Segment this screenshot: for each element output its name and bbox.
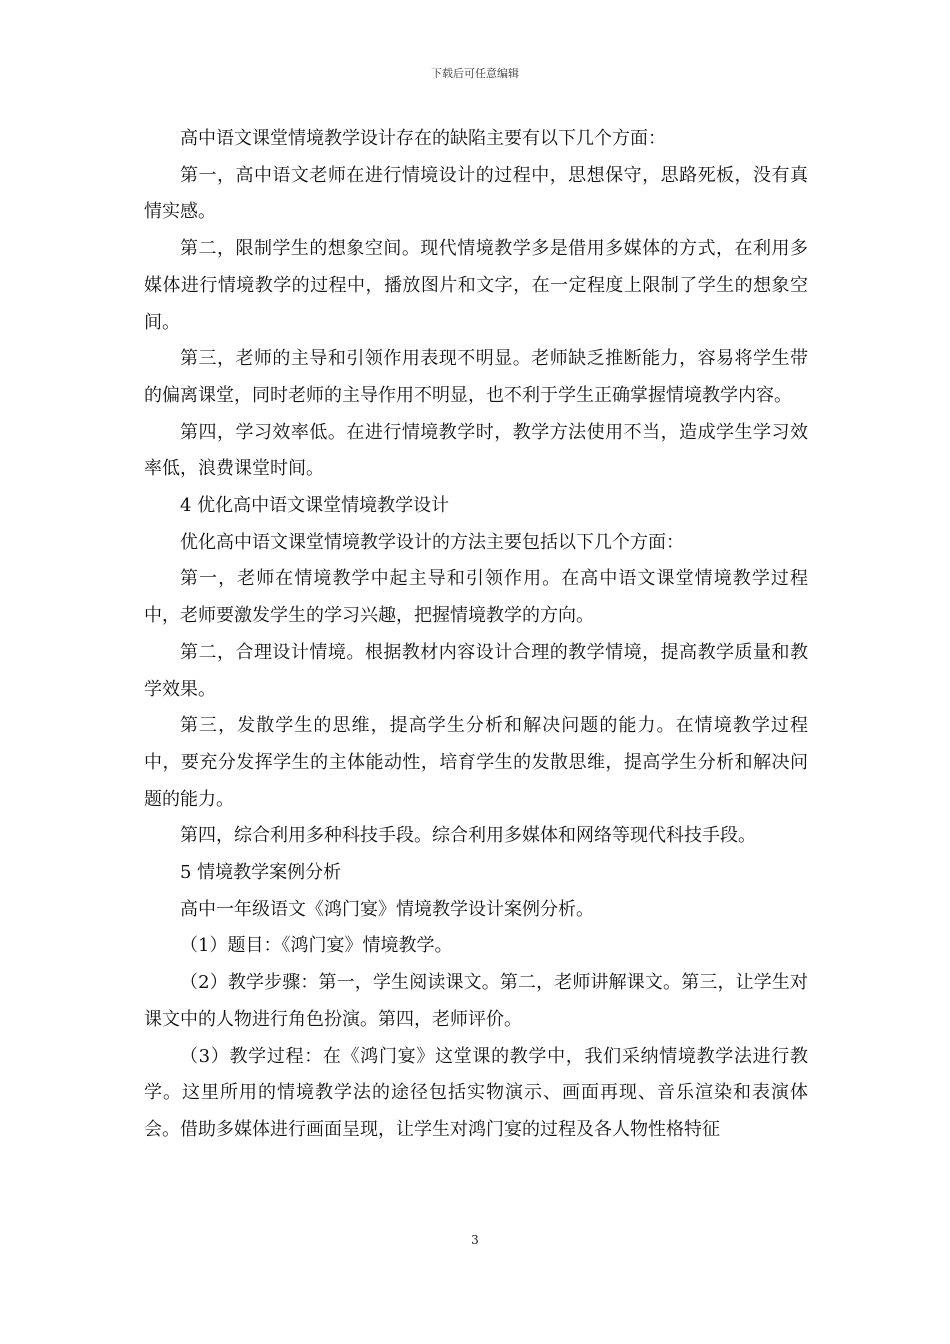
- paragraph: （3）教学过程：在《鸿门宴》这堂课的教学中，我们采纳情境教学法进行教学。这里所用的情境教学法的途径包括实物演示、画面再现、音乐渲染和表演体会。借助多媒体进行画面呈现，让学生对鸿门宴的过程及各人物性格特征: [144, 1045, 808, 1140]
- paragraph: 优化高中语文课堂情境教学设计的方法主要包括以下几个方面：: [180, 531, 684, 553]
- paragraph: 第一，老师在情境教学中起主导和引领作用。在高中语文课堂情境教学过程中，老师要激发学生的学习兴趣，把握情境教学的方向。: [144, 568, 808, 627]
- section-heading: 5 情境教学案例分析: [180, 862, 342, 884]
- paragraph: 第三，发散学生的思维，提高学生分析和解决问题的能力。在情境教学过程中，要充分发挥学生的主体能动性，培育学生的发散思维，提高学生分析和解决问题的能力。: [144, 715, 808, 810]
- body-text: [144, 121, 808, 1149]
- section-heading: 4 优化高中语文课堂情境教学设计: [180, 495, 450, 517]
- paragraph: 高中一年级语文《鸿门宴》情境教学设计案例分析。: [180, 898, 594, 920]
- paragraph: 第三，老师的主导和引领作用表现不明显。老师缺乏推断能力，容易将学生带的偏离课堂，同时老师的主导作用不明显，也不利于学生正确掌握情境教学内容。: [144, 348, 808, 406]
- header-note: 下载后可任意编辑: [431, 67, 519, 80]
- paragraph: 第二，合理设计情境。根据教材内容设计合理的教学情境，提高教学质量和教学效果。: [144, 641, 808, 700]
- paragraph: 第四，学习效率低。在进行情境教学时，教学方法使用不当，造成学生学习效率低，浪费课堂时间。: [144, 421, 808, 480]
- paragraph: 第一，高中语文老师在进行情境设计的过程中，思想保守，思路死板，没有真情实感。: [144, 164, 808, 223]
- paragraph: （2）教学步骤：第一，学生阅读课文。第二，老师讲解课文。第三，让学生对课文中的人物进行角色扮演。第四，老师评价。: [144, 972, 808, 1030]
- paragraph: 第四，综合利用多种科技手段。综合利用多媒体和网络等现代科技手段。: [180, 825, 756, 847]
- page-number: 3: [471, 1233, 479, 1247]
- paragraph: （1）题目：《鸿门宴》情境教学。: [180, 935, 453, 957]
- paragraph: 高中语文课堂情境教学设计存在的缺陷主要有以下几个方面：: [180, 128, 666, 149]
- paragraph: 第二，限制学生的想象空间。现代情境教学多是借用多媒体的方式，在利用多媒体进行情境教学的过程中，播放图片和文字，在一定程度上限制了学生的想象空间。: [144, 238, 808, 333]
